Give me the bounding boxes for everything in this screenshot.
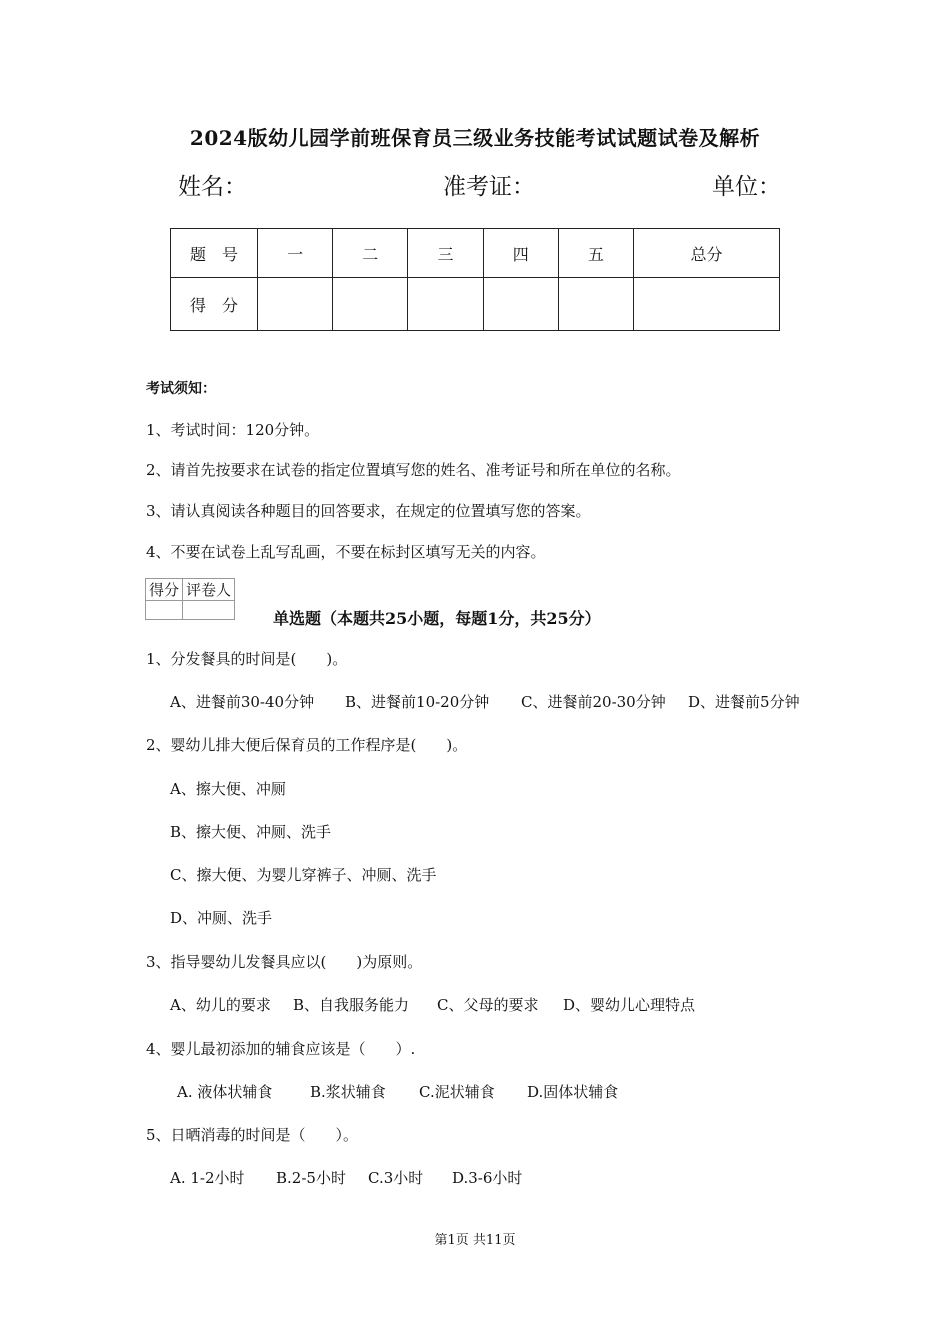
score-table-score-row [171,278,780,331]
score-table-header-row [171,229,780,278]
header-cell-1: 一 [258,229,333,278]
option[interactable]: D.3-6小时 [452,1169,523,1187]
option[interactable]: C、擦大便、为婴儿穿裤子、冲厕、洗手 [170,866,437,884]
option[interactable]: D、冲厕、洗手 [170,909,273,927]
question-options [170,1167,522,1188]
option[interactable]: B.浆状辅食 [310,1083,386,1101]
page-title: 2024版幼儿园学前班保育员三级业务技能考试试题试卷及解析 [189,126,761,150]
grader-box [145,578,235,620]
option[interactable]: D、婴幼儿心理特点 [563,996,696,1014]
question-stem: 5、日晒消毒的时间是（ ）。 [146,1126,359,1144]
header-cell-4: 四 [483,229,558,278]
notice-item: 1、考试时间：120分钟。 [146,421,320,439]
notice-heading: 考试须知： [146,381,216,397]
notice-item: 3、请认真阅读各种题目的回答要求，在规定的位置填写您的答案。 [146,502,591,520]
score-cell-2[interactable] [333,278,408,331]
option[interactable]: B.2-5小时 [276,1169,346,1187]
header-cell-question-no: 题 号 [171,229,258,278]
notice-item: 2、请首先按要求在试卷的指定位置填写您的姓名、准考证号和所在单位的名称。 [146,461,681,479]
score-cell-5[interactable] [558,278,633,331]
grader-box-grader-label: 评卷人 [183,579,235,601]
question-stem: 1、分发餐具的时间是( )。 [146,650,348,668]
name-label: 姓名： [178,174,247,200]
score-table [170,228,780,331]
header-cell-3: 三 [408,229,483,278]
option[interactable]: A、幼儿的要求 [170,996,271,1014]
grader-box-score-label: 得分 [146,579,183,601]
option[interactable]: C、进餐前20-30分钟 [521,693,666,711]
score-cell-4[interactable] [483,278,558,331]
score-cell-total[interactable] [634,278,780,331]
grader-box-grader-cell[interactable] [183,601,235,620]
grader-box-score-cell[interactable] [146,601,183,620]
section-title: 单选题（本题共25小题，每题1分，共25分） [273,609,601,628]
question-stem: 3、指导婴幼儿发餐具应以( )为原则。 [146,953,423,971]
option[interactable]: A、进餐前30-40分钟 [170,693,315,711]
option[interactable]: C.3小时 [368,1169,424,1187]
header-cell-5: 五 [558,229,633,278]
question-stem: 2、婴幼儿排大便后保育员的工作程序是( )。 [146,736,468,754]
page-footer: 第1页 共11页 [434,1233,516,1248]
option[interactable]: A. 液体状辅食 [177,1083,273,1101]
question-options [170,994,695,1015]
option[interactable]: C.泥状辅食 [419,1083,495,1101]
option[interactable]: C、父母的要求 [437,996,539,1014]
score-row-label: 得 分 [171,278,258,331]
option[interactable]: D、进餐前5分钟 [688,693,800,711]
question-options [177,1081,618,1102]
score-cell-1[interactable] [258,278,333,331]
score-cell-3[interactable] [408,278,483,331]
header-cell-total: 总分 [634,229,780,278]
question-stem: 4、婴儿最初添加的辅食应该是（ ）. [146,1040,416,1058]
question-options [170,691,800,712]
exam-number-label: 准考证： [443,174,535,200]
option[interactable]: B、进餐前10-20分钟 [345,693,490,711]
unit-label: 单位： [712,174,781,200]
option[interactable]: B、擦大便、冲厕、洗手 [170,823,332,841]
option[interactable]: A. 1-2小时 [170,1169,245,1187]
header-cell-2: 二 [333,229,408,278]
option[interactable]: A、擦大便、冲厕 [170,780,286,798]
notice-item: 4、不要在试卷上乱写乱画，不要在标封区填写无关的内容。 [146,543,546,561]
option[interactable]: D.固体状辅食 [527,1083,619,1101]
option[interactable]: B、自我服务能力 [293,996,410,1014]
